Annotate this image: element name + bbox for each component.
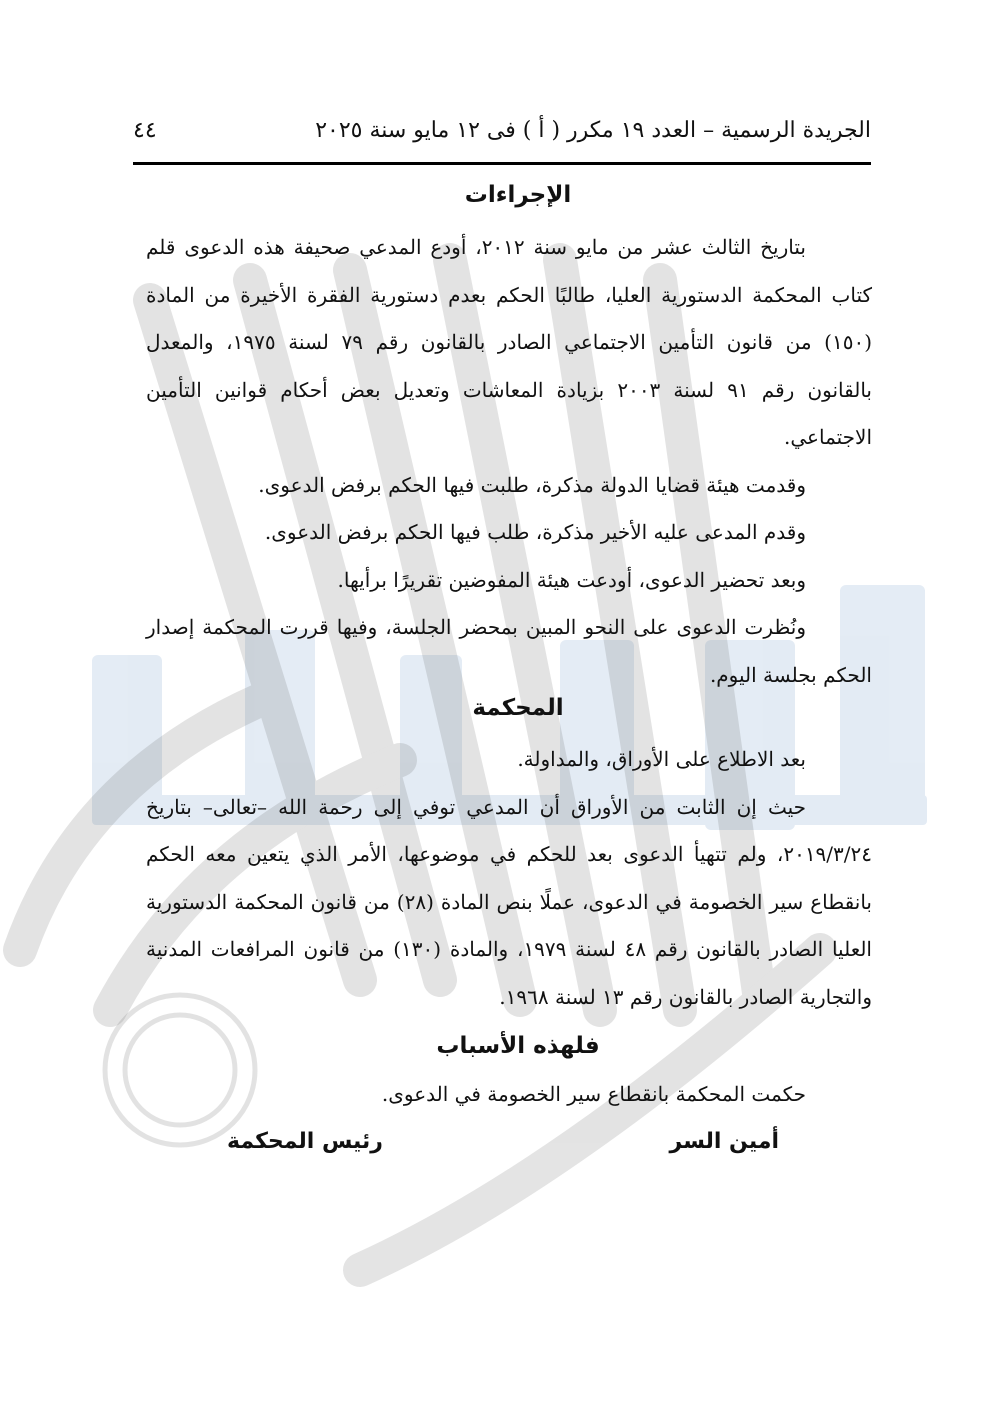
ruling-body bbox=[146, 1071, 872, 1119]
court-body bbox=[146, 736, 872, 1021]
reasons-heading: فلهذه الأسباب bbox=[436, 1033, 600, 1059]
procedures-paragraph: وقدم المدعى عليه الأخير مذكرة، طلب فيها الحكم برفض الدعوى. bbox=[264, 520, 806, 544]
gazette-title: الجريدة الرسمية – العدد ١٩ مكرر ( أ ) فى ١٢ مايو سنة ٢٠٢٥ bbox=[315, 118, 871, 143]
page-number: ٤٤ bbox=[133, 118, 157, 143]
procedures-paragraph: ونُظرت الدعوى على النحو المبين بمحضر الجلسة، وفيها قررت المحكمة إصدار الحكم بجلسة اليوم. bbox=[146, 615, 872, 687]
court-heading: المحكمة bbox=[472, 695, 564, 721]
procedures-paragraph: وقدمت هيئة قضايا الدولة مذكرة، طلبت فيها الحكم برفض الدعوى. bbox=[258, 472, 806, 497]
secretary-signature: أمين السر bbox=[669, 1129, 779, 1154]
page-header bbox=[133, 112, 871, 152]
procedures-paragraph: بتاريخ الثالث عشر من مايو سنة ٢٠١٢، أودع المدعي صحيفة هذه الدعوى قلم كتاب المحكمة الدستورية العليا، طالبًا الحكم بعدم دستورية الفقرة الأخيرة من المادة (١٥٠) من قانون التأمين الاجتماعي الصادر بالقانون رقم ٧٩ لسنة ١٩٧٥، والمعدل بالقانون رقم ٩١ لسنة ٢٠٠٣ بزيادة المعاشات وتعديل بعض أحكام قوانين التأمين الاجتماعي. bbox=[146, 235, 873, 449]
procedures-body bbox=[146, 224, 872, 699]
court-paragraph: بعد الاطلاع على الأوراق، والمداولة. bbox=[517, 747, 806, 771]
header-divider bbox=[133, 162, 871, 165]
ruling-text: حكمت المحكمة بانقطاع سير الخصومة في الدعوى. bbox=[381, 1082, 806, 1106]
president-signature: رئيس المحكمة bbox=[227, 1129, 383, 1154]
procedures-paragraph: وبعد تحضير الدعوى، أودعت هيئة المفوضين تقريرًا برأيها. bbox=[337, 567, 806, 592]
court-paragraph: حيث إن الثابت من الأوراق أن المدعي توفي إلى رحمة الله –تعالى– بتاريخ ٢٠١٩/٣/٢٤، ولم تتهيأ الدعوى بعد للحكم في موضوعها، الأمر الذي يتعين معه الحكم بانقطاع سير الخصومة في الدعوى، عملًا بنص المادة (٢٨) من قانون المحكمة الدستورية العليا الصادر بالقانون رقم ٤٨ لسنة ١٩٧٩، والمادة (١٣٠) من قانون المرافعات المدنية والتجارية الصادر بالقانون رقم ١٣ لسنة ١٩٦٨. bbox=[146, 794, 872, 1009]
procedures-heading: الإجراءات bbox=[464, 182, 572, 208]
signature-block bbox=[133, 1125, 871, 1165]
